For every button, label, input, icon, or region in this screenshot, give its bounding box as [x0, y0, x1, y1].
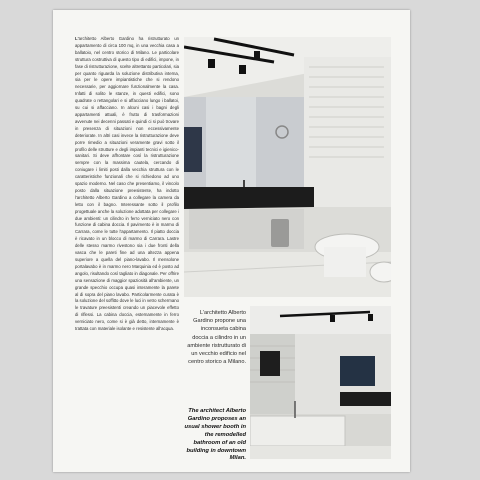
article-body	[75, 36, 179, 333]
article-paragraph	[75, 36, 179, 333]
drop-lead: L'	[75, 36, 79, 41]
caption-english: The architect Alberto Gardino proposes an usual shower booth in the remodelled bathroom of an old building in downtown Milan.	[184, 408, 246, 462]
bathroom-photo-secondary	[250, 306, 391, 459]
caption-italian: L'architetto Alberto Gardino propone una inconsueta cabina doccia a cilindro in un ambiente ristrutturato di un vecchio edificio nel centro storico a Milano.	[187, 310, 246, 366]
bathroom-illustration	[184, 37, 391, 297]
bathroom-photo-main	[184, 37, 391, 297]
article-text: architetto Alberto Gardino ha ristrutturato un appartamento di circa 100 mq, in una vecchia casa a ballatoio, nel centro storico di Milano. Le particolare struttura costruttiva di questo tipo di edifici, impone, in fase di ristrutturazione, scelte altrettanto particolari, sia per quanto riguarda la soluzione distributiva interna, sia per le opere impiantistiche che si rendono necessarie, per aggiornare funzionalmente la casa. Infatti di solito le stanze, in questi edifici, sono quadrate o rettangolari e si affacciano lungo i ballatoi, su cui si affacciano. In alcuni casi i bagni degli appartamenti attuali, è frutto di trasformazioni avvenute nei decenni passati e quindi ci si può trovare in presenza di situazioni non eccessivamente deteriorate. In altri casi invece la ristrutturazione deve porre rimedio a situazioni veramente gravi sotto il profilo delle strutture e degli impianti tecnici e igienico-sanitari. Si deve affrontare così la ristrutturazione sempre con la massima cautela, cercando di coniugare i limiti posti dalla vecchia struttura con le caratteristiche funzionali che si richiedono ad uno spazio moderno. Nel caso che presentiamo, il vincolo posto dalla situazione preesistente, ha indotto l'architetto Alberto Gardino a collegare la camera da letto con il bagno. Interessante sotto il profilo progettuale anche la soluzione adottata per collegare i due ambienti: un cilindro in ferro verniciato nero con funzione di cabina doccia. Il pavimento è in marmo di Carrara, come le tutte l'appartamento. Il piatto doccia è ricavato in un blocco di marmo di Carrara. Lastre delle stesso marmo rivestono sia i due fronti della vasca che le pareti fine ad una altezza appena superiore a quella del piano-lavabo. Il mensolone portalavabo è in marmo nero Marquinia ed è posto ad angolo, risultando così tagliato in diagonale. Per offrire una sensazione di maggior spaziosità all'ambiente, un grande specchio occupa quasi interamente la parete al di sopra del piano lavabo. Particolarmente curata è la soluzione del soffitto dove le luci in vetro schermano le travature preesistenti creando un piacevole effetto di riflessi. La cabina doccia, esternamente in ferro verniciato nero, come si è già detto, internamente è trattata con materiale isolante e resistente all'acqua.	[75, 36, 179, 332]
bathtub-illustration	[250, 306, 391, 459]
magazine-page	[53, 10, 410, 472]
